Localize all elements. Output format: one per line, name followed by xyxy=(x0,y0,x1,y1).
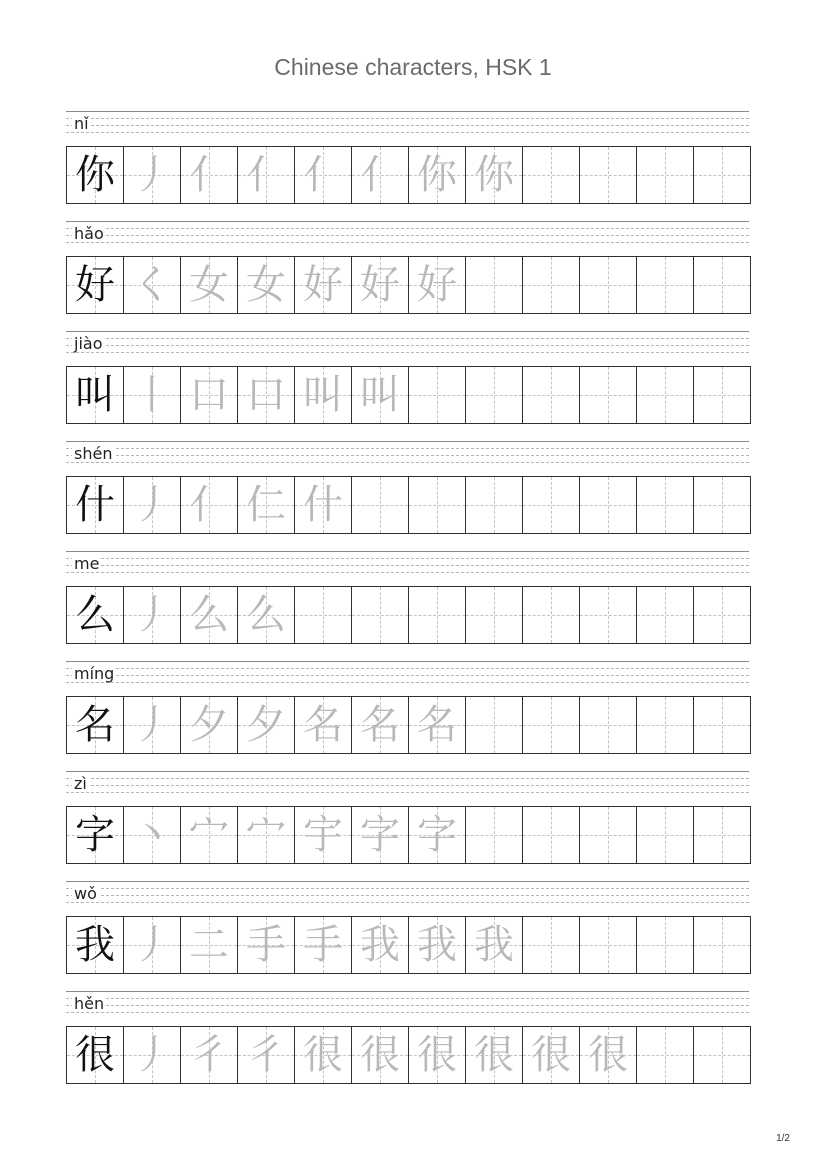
practice-cell xyxy=(294,916,352,974)
practice-cell xyxy=(579,146,637,204)
stroke-order-step: 好 xyxy=(417,262,457,308)
horizontal-guide xyxy=(694,615,750,616)
practice-cell xyxy=(123,476,181,534)
practice-cell xyxy=(636,916,694,974)
stroke-order-step: 丿 xyxy=(132,152,172,198)
practice-cell xyxy=(180,1026,238,1084)
stroke-order-step: 夕 xyxy=(246,702,286,748)
stroke-order-step: 亻 xyxy=(246,152,286,198)
writing-grid xyxy=(66,366,749,423)
horizontal-guide xyxy=(580,505,636,506)
practice-cell xyxy=(180,256,238,314)
guide-line xyxy=(66,1012,749,1013)
stroke-order-step: 丿 xyxy=(132,922,172,968)
guide-line xyxy=(66,661,749,662)
stroke-order-step: 我 xyxy=(417,922,457,968)
practice-cell xyxy=(522,476,580,534)
practice-cell xyxy=(294,366,352,424)
stroke-order-step: 我 xyxy=(360,922,400,968)
stroke-order-step: 亻 xyxy=(189,482,229,528)
stroke-order-step: 叫 xyxy=(360,372,400,418)
model-cell xyxy=(66,366,124,424)
practice-cell xyxy=(579,256,637,314)
stroke-order-step: 宀 xyxy=(246,812,286,858)
model-cell xyxy=(66,806,124,864)
practice-cell xyxy=(123,916,181,974)
stroke-order-step: 彳 xyxy=(189,1032,229,1078)
character-row xyxy=(66,441,749,533)
practice-cell xyxy=(522,256,580,314)
guide-line xyxy=(66,551,749,552)
stroke-order-step: 宇 xyxy=(303,812,343,858)
practice-cell xyxy=(465,916,523,974)
practice-cell xyxy=(180,806,238,864)
practice-cell xyxy=(465,696,523,754)
practice-cell xyxy=(294,1026,352,1084)
practice-cell xyxy=(237,916,295,974)
practice-cell xyxy=(693,1026,751,1084)
horizontal-guide xyxy=(694,945,750,946)
horizontal-guide xyxy=(523,395,579,396)
writing-grid xyxy=(66,916,749,973)
guide-line xyxy=(66,572,749,573)
practice-cell xyxy=(465,1026,523,1084)
guide-line xyxy=(66,462,749,463)
model-cell xyxy=(66,916,124,974)
practice-cell xyxy=(123,366,181,424)
character-row xyxy=(66,771,749,863)
practice-cell xyxy=(123,256,181,314)
model-character: 么 xyxy=(75,592,115,638)
practice-cell xyxy=(294,146,352,204)
stroke-order-step: 口 xyxy=(246,372,286,418)
practice-cell xyxy=(579,586,637,644)
horizontal-guide xyxy=(295,615,351,616)
practice-cell xyxy=(180,366,238,424)
writing-grid xyxy=(66,806,749,863)
stroke-order-step: 二 xyxy=(189,922,229,968)
practice-cell xyxy=(579,366,637,424)
stroke-order-step: 什 xyxy=(303,482,343,528)
horizontal-guide xyxy=(694,1055,750,1056)
stroke-order-step: 很 xyxy=(474,1032,514,1078)
stroke-order-step: 我 xyxy=(474,922,514,968)
guide-line xyxy=(66,675,749,676)
model-character: 你 xyxy=(75,152,115,198)
guide-line xyxy=(66,682,749,683)
practice-cell xyxy=(693,806,751,864)
stroke-order-step: 很 xyxy=(303,1032,343,1078)
guide-line xyxy=(66,331,749,332)
writing-grid xyxy=(66,696,749,753)
practice-cell xyxy=(351,146,409,204)
practice-cell xyxy=(693,586,751,644)
guide-line xyxy=(66,1005,749,1006)
practice-cell xyxy=(693,366,751,424)
horizontal-guide xyxy=(466,725,522,726)
writing-grid xyxy=(66,256,749,313)
guide-line xyxy=(66,455,749,456)
horizontal-guide xyxy=(637,1055,693,1056)
practice-cell xyxy=(351,916,409,974)
practice-cell xyxy=(180,696,238,754)
horizontal-guide xyxy=(637,725,693,726)
guide-line xyxy=(66,132,749,133)
stroke-order-step: 你 xyxy=(474,152,514,198)
practice-cell xyxy=(408,476,466,534)
horizontal-guide xyxy=(523,615,579,616)
practice-cell xyxy=(351,1026,409,1084)
stroke-order-step: 丿 xyxy=(132,1032,172,1078)
practice-cell xyxy=(351,476,409,534)
guide-line xyxy=(66,242,749,243)
horizontal-guide xyxy=(352,505,408,506)
practice-cell xyxy=(408,146,466,204)
practice-cell xyxy=(123,1026,181,1084)
pinyin-label: hěn xyxy=(74,994,105,1013)
stroke-order-step: 亻 xyxy=(303,152,343,198)
horizontal-guide xyxy=(466,615,522,616)
pinyin-guide xyxy=(66,551,749,573)
practice-cell xyxy=(522,806,580,864)
horizontal-guide xyxy=(694,835,750,836)
horizontal-guide xyxy=(466,835,522,836)
pinyin-label: shén xyxy=(74,444,113,463)
practice-cell xyxy=(465,476,523,534)
practice-cell xyxy=(522,1026,580,1084)
practice-cell xyxy=(180,146,238,204)
practice-cell xyxy=(465,146,523,204)
horizontal-guide xyxy=(352,615,408,616)
practice-cell xyxy=(408,806,466,864)
guide-line xyxy=(66,228,749,229)
stroke-order-step: 仁 xyxy=(246,482,286,528)
stroke-order-step: く xyxy=(132,262,172,308)
practice-cell xyxy=(408,696,466,754)
horizontal-guide xyxy=(637,835,693,836)
guide-line xyxy=(66,125,749,126)
horizontal-guide xyxy=(409,505,465,506)
stroke-order-step: 彳 xyxy=(246,1032,286,1078)
practice-cell xyxy=(237,1026,295,1084)
character-row xyxy=(66,331,749,423)
horizontal-guide xyxy=(580,835,636,836)
guide-line xyxy=(66,902,749,903)
practice-cell xyxy=(579,916,637,974)
practice-cell xyxy=(408,916,466,974)
pinyin-guide xyxy=(66,441,749,463)
model-character: 什 xyxy=(75,482,115,528)
horizontal-guide xyxy=(637,505,693,506)
stroke-order-step: 丿 xyxy=(132,702,172,748)
stroke-order-step: 么 xyxy=(246,592,286,638)
practice-cell xyxy=(351,586,409,644)
practice-cell xyxy=(579,476,637,534)
practice-cell xyxy=(123,696,181,754)
stroke-order-step: 亻 xyxy=(360,152,400,198)
character-row xyxy=(66,221,749,313)
stroke-order-step: 夕 xyxy=(189,702,229,748)
stroke-order-step: 女 xyxy=(189,262,229,308)
pinyin-label: wǒ xyxy=(74,884,97,903)
practice-cell xyxy=(636,366,694,424)
practice-cell xyxy=(180,476,238,534)
guide-line xyxy=(66,792,749,793)
guide-line xyxy=(66,668,749,669)
practice-cell xyxy=(465,586,523,644)
stroke-order-step: 名 xyxy=(303,702,343,748)
model-character: 名 xyxy=(75,702,115,748)
horizontal-guide xyxy=(523,175,579,176)
practice-cell xyxy=(579,696,637,754)
horizontal-guide xyxy=(637,945,693,946)
model-cell xyxy=(66,586,124,644)
pinyin-guide xyxy=(66,661,749,683)
practice-cell xyxy=(237,366,295,424)
stroke-order-step: 好 xyxy=(360,262,400,308)
practice-cell xyxy=(123,586,181,644)
practice-cell xyxy=(579,806,637,864)
horizontal-guide xyxy=(580,725,636,726)
pinyin-label: hǎo xyxy=(74,224,104,243)
pinyin-label: míng xyxy=(74,664,115,683)
character-row xyxy=(66,111,749,203)
horizontal-guide xyxy=(523,725,579,726)
practice-cell xyxy=(408,256,466,314)
practice-cell xyxy=(693,476,751,534)
guide-line xyxy=(66,441,749,442)
pinyin-guide xyxy=(66,111,749,133)
writing-grid xyxy=(66,476,749,533)
horizontal-guide xyxy=(523,945,579,946)
horizontal-guide xyxy=(580,615,636,616)
horizontal-guide xyxy=(466,395,522,396)
practice-cell xyxy=(351,696,409,754)
horizontal-guide xyxy=(409,615,465,616)
practice-cell xyxy=(351,806,409,864)
character-row xyxy=(66,881,749,973)
pinyin-label: me xyxy=(74,554,100,573)
practice-cell xyxy=(579,1026,637,1084)
writing-grid xyxy=(66,1026,749,1083)
practice-cell xyxy=(636,586,694,644)
pinyin-guide xyxy=(66,881,749,903)
stroke-order-step: 丿 xyxy=(132,482,172,528)
practice-cell xyxy=(294,696,352,754)
guide-line xyxy=(66,991,749,992)
practice-cell xyxy=(693,696,751,754)
guide-line xyxy=(66,778,749,779)
stroke-order-step: 丨 xyxy=(132,372,172,418)
stroke-order-step: 好 xyxy=(303,262,343,308)
stroke-order-step: 字 xyxy=(417,812,457,858)
stroke-order-step: 字 xyxy=(360,812,400,858)
guide-line xyxy=(66,895,749,896)
practice-cell xyxy=(351,256,409,314)
stroke-order-step: 口 xyxy=(189,372,229,418)
guide-line xyxy=(66,338,749,339)
stroke-order-step: 叫 xyxy=(303,372,343,418)
stroke-order-step: 宀 xyxy=(189,812,229,858)
horizontal-guide xyxy=(580,285,636,286)
practice-cell xyxy=(465,806,523,864)
practice-cell xyxy=(237,256,295,314)
horizontal-guide xyxy=(580,395,636,396)
practice-cell xyxy=(522,586,580,644)
horizontal-guide xyxy=(580,945,636,946)
pinyin-guide xyxy=(66,991,749,1013)
practice-cell xyxy=(465,366,523,424)
horizontal-guide xyxy=(637,285,693,286)
model-character: 好 xyxy=(75,262,115,308)
practice-cell xyxy=(465,256,523,314)
guide-line xyxy=(66,345,749,346)
horizontal-guide xyxy=(637,395,693,396)
practice-cell xyxy=(237,146,295,204)
practice-cell xyxy=(237,806,295,864)
practice-cell xyxy=(294,806,352,864)
character-row xyxy=(66,551,749,643)
guide-line xyxy=(66,558,749,559)
model-cell xyxy=(66,146,124,204)
worksheet-title: Chinese characters, HSK 1 xyxy=(274,54,552,80)
guide-line xyxy=(66,888,749,889)
model-cell xyxy=(66,1026,124,1084)
practice-cell xyxy=(522,916,580,974)
pinyin-label: nǐ xyxy=(74,114,89,133)
practice-cell xyxy=(294,256,352,314)
guide-line xyxy=(66,998,749,999)
practice-cell xyxy=(237,476,295,534)
horizontal-guide xyxy=(694,175,750,176)
practice-cell xyxy=(408,366,466,424)
practice-cell xyxy=(237,696,295,754)
pinyin-guide xyxy=(66,331,749,353)
pinyin-label: jiào xyxy=(74,334,103,353)
model-character: 很 xyxy=(75,1032,115,1078)
practice-cell xyxy=(693,256,751,314)
guide-line xyxy=(66,118,749,119)
practice-cell xyxy=(237,586,295,644)
practice-cell xyxy=(294,476,352,534)
horizontal-guide xyxy=(580,175,636,176)
page-number: 1/2 xyxy=(776,1133,790,1144)
horizontal-guide xyxy=(466,285,522,286)
pinyin-guide xyxy=(66,221,749,243)
stroke-order-step: 你 xyxy=(417,152,457,198)
practice-cell xyxy=(294,586,352,644)
model-character: 我 xyxy=(75,922,115,968)
guide-line xyxy=(66,111,749,112)
horizontal-guide xyxy=(694,505,750,506)
stroke-order-step: 名 xyxy=(417,702,457,748)
practice-cell xyxy=(636,256,694,314)
writing-grid xyxy=(66,146,749,203)
model-cell xyxy=(66,476,124,534)
guide-line xyxy=(66,448,749,449)
model-cell xyxy=(66,696,124,754)
stroke-order-step: 亻 xyxy=(189,152,229,198)
stroke-order-step: 很 xyxy=(588,1032,628,1078)
character-row xyxy=(66,661,749,753)
stroke-order-step: 很 xyxy=(417,1032,457,1078)
stroke-order-step: 很 xyxy=(531,1032,571,1078)
practice-cell xyxy=(636,1026,694,1084)
practice-cell xyxy=(636,476,694,534)
practice-cell xyxy=(693,916,751,974)
practice-cell xyxy=(522,146,580,204)
practice-cell xyxy=(123,806,181,864)
guide-line xyxy=(66,235,749,236)
practice-cell xyxy=(522,366,580,424)
model-character: 叫 xyxy=(75,372,115,418)
model-cell xyxy=(66,256,124,314)
practice-cell xyxy=(351,366,409,424)
guide-line xyxy=(66,881,749,882)
horizontal-guide xyxy=(637,175,693,176)
guide-line xyxy=(66,771,749,772)
practice-cell xyxy=(180,916,238,974)
practice-cell xyxy=(408,586,466,644)
horizontal-guide xyxy=(409,395,465,396)
practice-cell xyxy=(636,696,694,754)
horizontal-guide xyxy=(694,285,750,286)
pinyin-label: zì xyxy=(74,774,87,793)
horizontal-guide xyxy=(466,505,522,506)
writing-grid xyxy=(66,586,749,643)
horizontal-guide xyxy=(523,285,579,286)
horizontal-guide xyxy=(523,835,579,836)
model-character: 字 xyxy=(75,812,115,858)
horizontal-guide xyxy=(637,615,693,616)
practice-cell xyxy=(693,146,751,204)
guide-line xyxy=(66,785,749,786)
stroke-order-step: 丿 xyxy=(132,592,172,638)
character-row xyxy=(66,991,749,1083)
stroke-order-step: 很 xyxy=(360,1032,400,1078)
practice-cell xyxy=(522,696,580,754)
practice-cell xyxy=(408,1026,466,1084)
pinyin-guide xyxy=(66,771,749,793)
horizontal-guide xyxy=(694,725,750,726)
stroke-order-step: 么 xyxy=(189,592,229,638)
practice-cell xyxy=(636,806,694,864)
practice-cell xyxy=(636,146,694,204)
stroke-order-step: 丶 xyxy=(132,812,172,858)
horizontal-guide xyxy=(694,395,750,396)
horizontal-guide xyxy=(523,505,579,506)
stroke-order-step: 手 xyxy=(246,922,286,968)
practice-cell xyxy=(123,146,181,204)
stroke-order-step: 名 xyxy=(360,702,400,748)
guide-line xyxy=(66,352,749,353)
guide-line xyxy=(66,221,749,222)
practice-cell xyxy=(180,586,238,644)
stroke-order-step: 女 xyxy=(246,262,286,308)
guide-line xyxy=(66,565,749,566)
stroke-order-step: 手 xyxy=(303,922,343,968)
